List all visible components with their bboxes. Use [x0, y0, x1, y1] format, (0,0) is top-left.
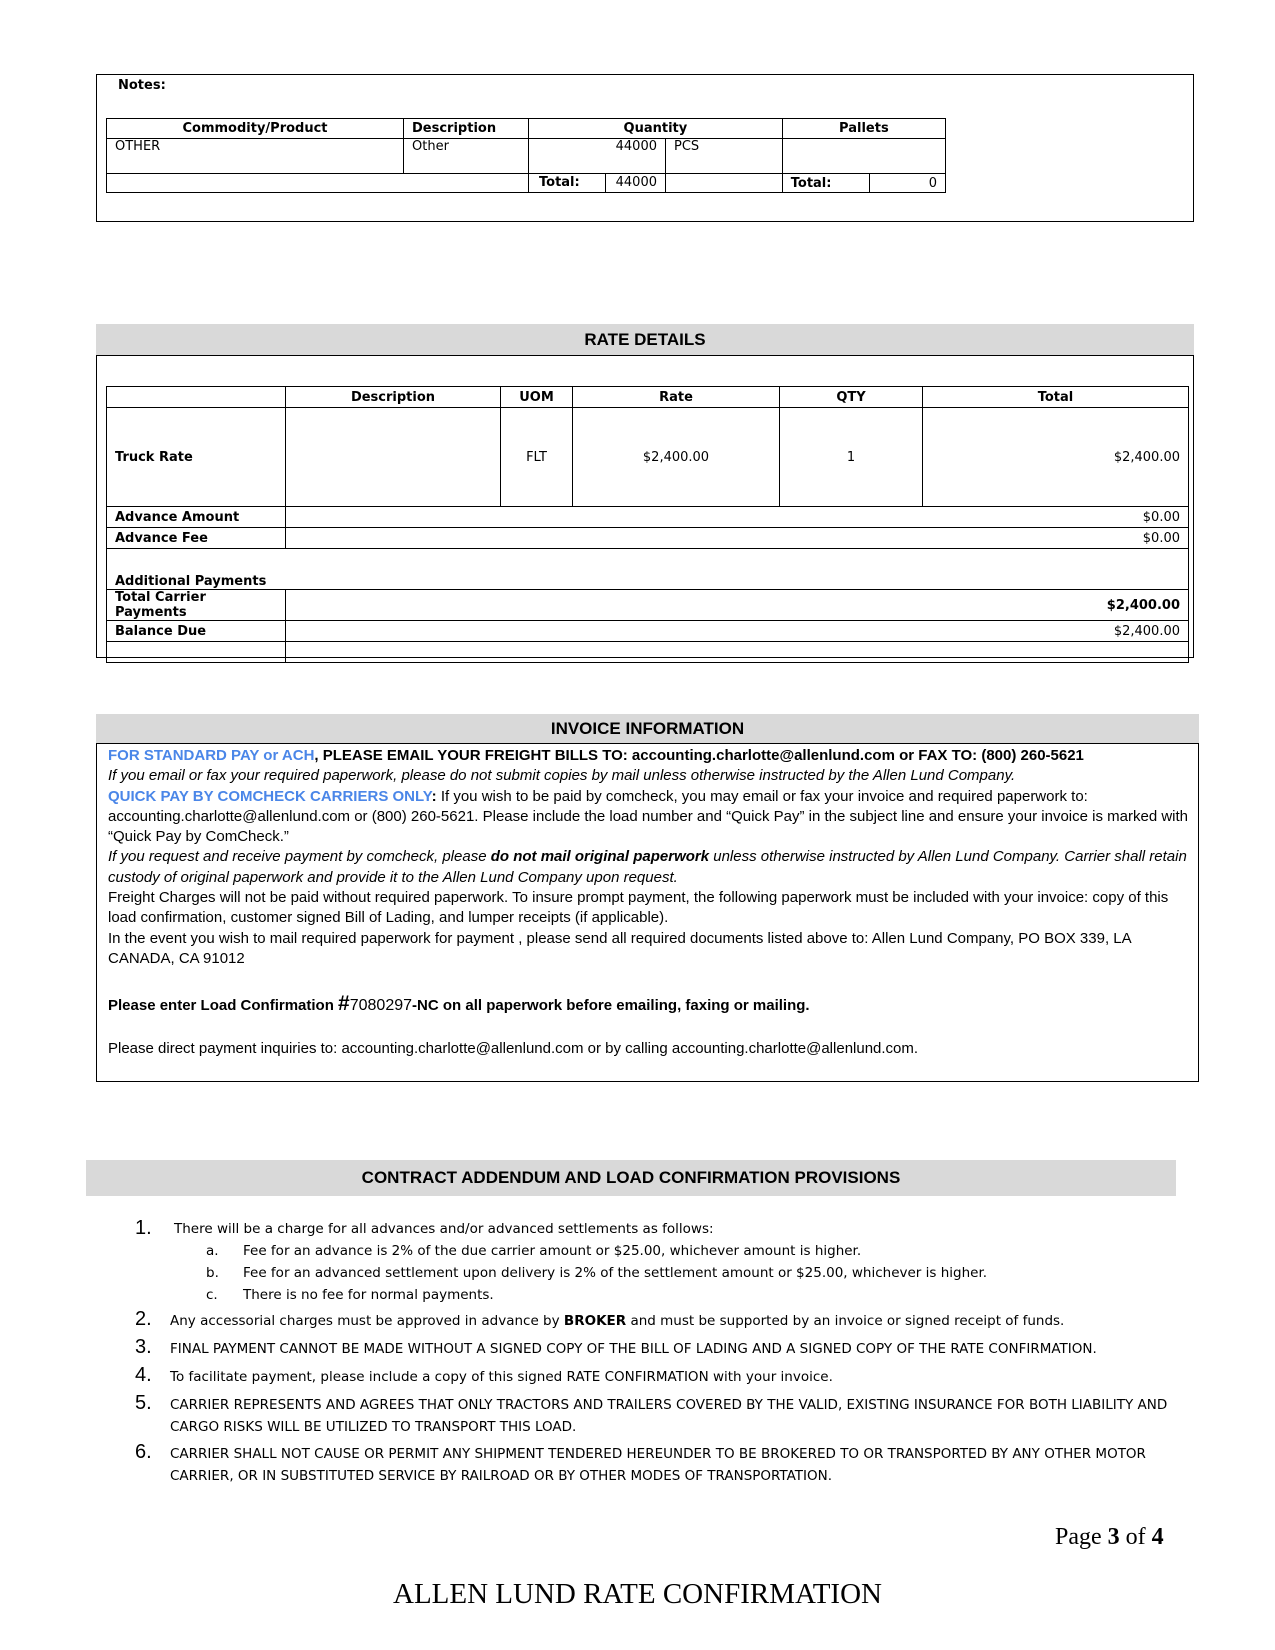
column-header: Quantity — [529, 119, 783, 139]
total-carrier-payments-label: Total Carrier Payments — [107, 590, 286, 621]
column-header: Description — [286, 387, 501, 408]
table-row — [107, 139, 946, 174]
sub-provision-text: There is no fee for normal payments. — [243, 1287, 494, 1303]
quantity-cell: 44000 — [529, 139, 666, 174]
quantity-total-label: Total: — [529, 174, 606, 192]
mail-address-paragraph: In the event you wish to mail required paperwork for payment , please send all required documents listed above to: Allen Lund Company, PO BOX 339, LA CANADA, CA 91012 — [108, 929, 1131, 967]
additional-payments-label: Additional Payments — [107, 549, 1189, 590]
sub-provision-text: Fee for an advanced settlement upon delivery is 2% of the settlement amount or $25.00, whichever is higher. — [243, 1265, 988, 1281]
pallets-total-value: 0 — [869, 174, 945, 193]
payment-inquiries-paragraph: Please direct payment inquiries to: accounting.charlotte@allenlund.com or by calling accounting.charlotte@allenlund.com. — [108, 1039, 919, 1057]
addendum-title: CONTRACT ADDENDUM AND LOAD CONFIRMATION PROVISIONS — [86, 1160, 1176, 1196]
column-header: UOM — [501, 387, 573, 408]
truck-rate-uom: FLT — [501, 408, 573, 507]
table-row — [107, 528, 1189, 549]
table-header-row — [107, 119, 946, 139]
unit-cell: PCS — [666, 139, 783, 174]
table-header-row — [107, 387, 1189, 408]
column-header: Pallets — [782, 119, 945, 139]
freight-charges-paragraph: Freight Charges will not be paid without required paperwork. To insure prompt payment, the following paperwork must be included with your invoice: copy of this load confirmation, customer signed Bill of Lading, and lumper receipts (if applicable). — [108, 889, 1169, 927]
load-confirmation-number: 7080297 — [349, 997, 413, 1015]
provision-number: 4. — [135, 1364, 152, 1386]
provision-number: 2. — [135, 1308, 152, 1330]
provision-text: CARRIER SHALL NOT CAUSE OR PERMIT ANY SHIPMENT TENDERED HEREUNDER TO BE BROKERED TO OR TRANSPORTED BY ANY OTHER MOTOR — [170, 1446, 1146, 1462]
balance-due-value: $2,400.00 — [286, 621, 1189, 642]
truck-rate-qty: 1 — [780, 408, 923, 507]
notes-label: Notes: — [118, 78, 166, 93]
table-row — [107, 408, 1189, 507]
truck-rate-label: Truck Rate — [107, 408, 286, 507]
page-number: Page 3 of 4 — [1055, 1524, 1164, 1550]
total-carrier-payments-value: $2,400.00 — [286, 590, 1189, 621]
invoice-information-body — [108, 746, 1188, 1059]
table-row — [107, 507, 1189, 528]
column-header: Rate — [573, 387, 780, 408]
provision-text-continued: CARRIER, OR IN SUBSTITUTED SERVICE BY RAILROAD OR BY OTHER MODES OF TRANSPORTATION. — [170, 1468, 833, 1484]
column-header: Total — [923, 387, 1189, 408]
sub-provision-letter: a. — [206, 1243, 219, 1259]
quantity-total-value: 44000 — [615, 175, 657, 190]
rate-table — [106, 386, 1189, 663]
provision-number: 5. — [135, 1392, 152, 1414]
provision-text-continued: CARGO RISKS WILL BE UTILIZED TO TRANSPORT THIS LOAD. — [170, 1419, 577, 1435]
provision-text: To facilitate payment, please include a copy of this signed RATE CONFIRMATION with your invoice. — [170, 1369, 833, 1385]
load-confirmation-instruction: Please enter Load Confirmation #7080297-NC on all paperwork before emailing, faxing or mailing. — [108, 992, 810, 1016]
column-header: Description — [404, 119, 529, 139]
table-row — [107, 549, 1189, 590]
rate-details-title: RATE DETAILS — [96, 324, 1194, 356]
provision-text: Any accessorial charges must be approved in advance by BROKER and must be supported by an invoice or signed receipt of funds. — [170, 1313, 1065, 1329]
truck-rate-description — [286, 408, 501, 507]
provision-number: 6. — [135, 1441, 152, 1463]
advance-amount-value: $0.00 — [286, 507, 1189, 528]
column-header: Commodity/Product — [107, 119, 404, 139]
table-row — [107, 642, 1189, 663]
sub-provision-letter: c. — [206, 1287, 218, 1303]
provision-text: There will be a charge for all advances and/or advanced settlements as follows: — [174, 1221, 714, 1237]
table-row — [107, 621, 1189, 642]
email-fax-note: If you email or fax your required paperwork, please do not submit copies by mail unless otherwise instructed by the Allen Lund Company. — [108, 767, 1016, 785]
truck-rate-rate: $2,400.00 — [573, 408, 780, 507]
invoice-information-title: INVOICE INFORMATION — [96, 714, 1199, 744]
total-row — [107, 174, 946, 193]
column-header: QTY — [780, 387, 923, 408]
sub-provision-letter: b. — [206, 1265, 219, 1281]
pallets-total-label: Total: — [782, 174, 869, 193]
advance-fee-label: Advance Fee — [107, 528, 286, 549]
standard-pay-paragraph: FOR STANDARD PAY or ACH, PLEASE EMAIL YOUR FREIGHT BILLS TO: accounting.charlotte@allenlund.com or FAX TO: (800) 260-5621 — [108, 747, 1084, 764]
comcheck-note: If you request and receive payment by comcheck, please do not mail original paperwork unless otherwise instructed by Allen Lund Company. Carrier shall retain custody of original paperwork and provide it to the Allen Lund Company upon request. — [108, 848, 1187, 886]
quick-pay-paragraph: QUICK PAY BY COMCHECK CARRIERS ONLY: If you wish to be paid by comcheck, you may email or fax your invoice and required paperwork to: accounting.charlotte@allenlund.com or (800) 260-5621. Please include the load number and “Quick Pay” in the subject line and ensure your invoice is marked with “Quick Pay by ComCheck.” — [108, 787, 1188, 846]
commodity-cell: OTHER — [107, 139, 404, 174]
truck-rate-total: $2,400.00 — [923, 408, 1189, 507]
commodity-table — [106, 118, 946, 193]
balance-due-label: Balance Due — [107, 621, 286, 642]
provision-text: FINAL PAYMENT CANNOT BE MADE WITHOUT A SIGNED COPY OF THE BILL OF LADING AND A SIGNED COPY OF THE RATE CONFIRMATION. — [170, 1341, 1097, 1357]
description-cell: Other — [404, 139, 529, 174]
provision-text: CARRIER REPRESENTS AND AGREES THAT ONLY TRACTORS AND TRAILERS COVERED BY THE VALID, EXISTING INSURANCE FOR BOTH LIABILITY AND — [170, 1397, 1168, 1413]
provision-number: 1. — [135, 1217, 152, 1239]
table-row — [107, 590, 1189, 621]
provision-number: 3. — [135, 1336, 152, 1358]
footer-title: ALLEN LUND RATE CONFIRMATION — [393, 1578, 882, 1610]
advance-fee-value: $0.00 — [286, 528, 1189, 549]
pallets-cell — [782, 139, 945, 174]
advance-amount-label: Advance Amount — [107, 507, 286, 528]
sub-provision-text: Fee for an advance is 2% of the due carrier amount or $25.00, whichever amount is higher. — [243, 1243, 862, 1259]
